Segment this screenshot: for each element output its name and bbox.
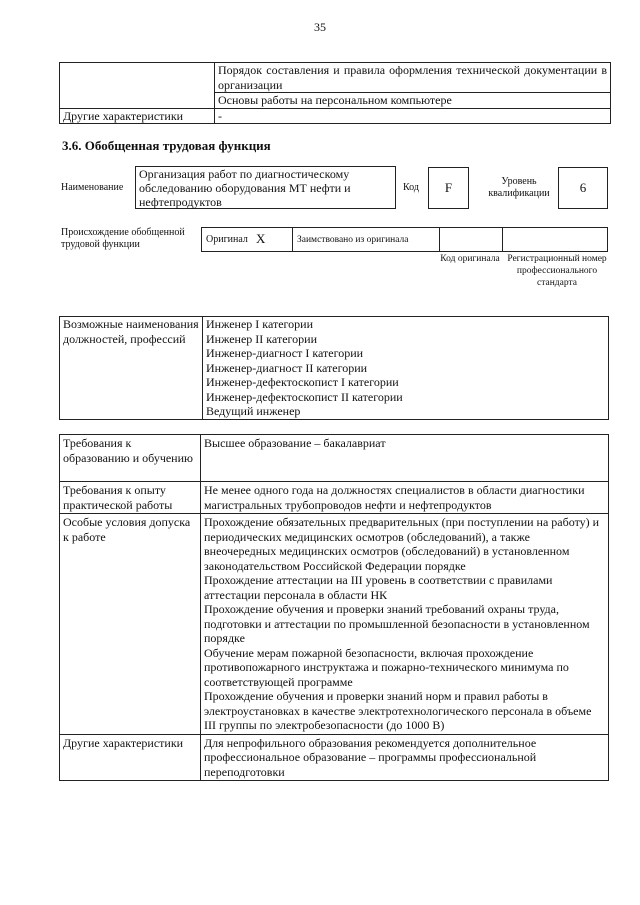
experience-label: Требования к опыту практической работы [60,482,201,514]
list-item: Инженер II категории [206,331,317,346]
name-label: Наименование [61,182,124,193]
list-item: Для непрофильного образования рекомендуется дополнительное профессиональное образование – программы профессиональной переподготовки [204,735,537,779]
other-characteristics-label: Другие характеристики [60,734,201,781]
special-conditions-label: Особые условия допуска к работе [60,514,201,735]
code-label: Код [403,182,419,193]
list-item: Высшее образование – бакалавриат [204,436,386,450]
table-cell-value: Основы работы на персональном компьютере [215,93,611,109]
top-table [59,62,611,124]
list-item: Инженер I категории [206,317,313,331]
section-title: 3.6. Обобщенная трудовая функция [62,138,271,153]
borrowed-label: Заимствовано из оригинала [297,235,409,245]
experience-value [201,482,609,514]
positions-table [59,316,609,420]
code-original-cell [439,228,503,251]
table-cell-label: Другие характеристики [60,108,215,124]
table-row [60,482,609,514]
positions-label: Возможные наименования должностей, профессий [60,317,203,420]
table-row [60,734,609,781]
page-number: 35 [314,20,326,34]
table-row [60,514,609,735]
list-item: Инженер-дефектоскопист I категории [206,375,399,389]
origin-row [201,227,608,252]
code-value: F [428,167,469,209]
table-row [60,435,609,482]
list-item: Инженер-дефектоскопист II категории [206,389,403,404]
name-value: Организация работ по диагностическому обследованию оборудования МТ нефти и нефтепродуктов [135,166,396,209]
list-item: Прохождение аттестации на III уровень в соответствии с правилами аттестации персонала в области НК [204,573,553,602]
table-cell-label [60,63,215,109]
list-item: Прохождение обучения и проверки знаний норм и правил работы в электроустановках в качестве электротехнологического персонала в объеме III группы по электробезопасности (до 1000 В) [204,689,592,732]
level-label: Уровень квалификации [488,176,550,199]
list-item: Инженер-диагност II категории [206,360,368,375]
special-conditions-value [201,514,609,735]
original-label: Оригинал [206,234,248,245]
education-value [201,435,609,482]
origin-label: Происхождение обобщенной трудовой функции [61,227,185,250]
positions-list [203,317,609,420]
borrowed-cell [292,228,440,251]
list-item: Прохождение обучения и проверки знаний требований охраны труда, подготовки и аттестации по промышленной безопасности в установленном порядке [204,602,590,645]
original-cell [202,228,293,251]
code-original-caption: Код оригинала [440,254,500,264]
table-row [60,108,611,124]
table-cell-value: Порядок составления и правила оформления технической документации в организации [215,63,611,93]
table-row [60,63,611,93]
education-label: Требования к образованию и обучению [60,435,201,482]
other-characteristics-value [201,734,609,781]
list-item: Прохождение обязательных предварительных (при поступлении на работу) и периодических медицинских осмотров (обследований), а также внеочередных медицинских осмотров (обследований) в установленном законодательством Российской Федерации порядке [204,515,600,573]
reg-number-caption: Регистрационный номер профессионального стандарта [507,254,607,288]
original-mark: X [256,231,266,246]
list-item: Инженер-диагност I категории [206,346,364,360]
table-row [60,317,609,420]
requirements-table [59,434,609,781]
list-item: Не менее одного года на должностях специалистов в области диагностики магистральных трубопроводов нефти и нефтепродуктов [204,483,585,512]
list-item: Ведущий инженер [206,404,301,418]
table-cell-value: - [215,108,611,124]
list-item: Обучение мерам пожарной безопасности, включая прохождение противопожарного инструктажа и пожарно-технического минимума по соответствующей программе [204,645,569,689]
level-value: 6 [558,167,608,209]
